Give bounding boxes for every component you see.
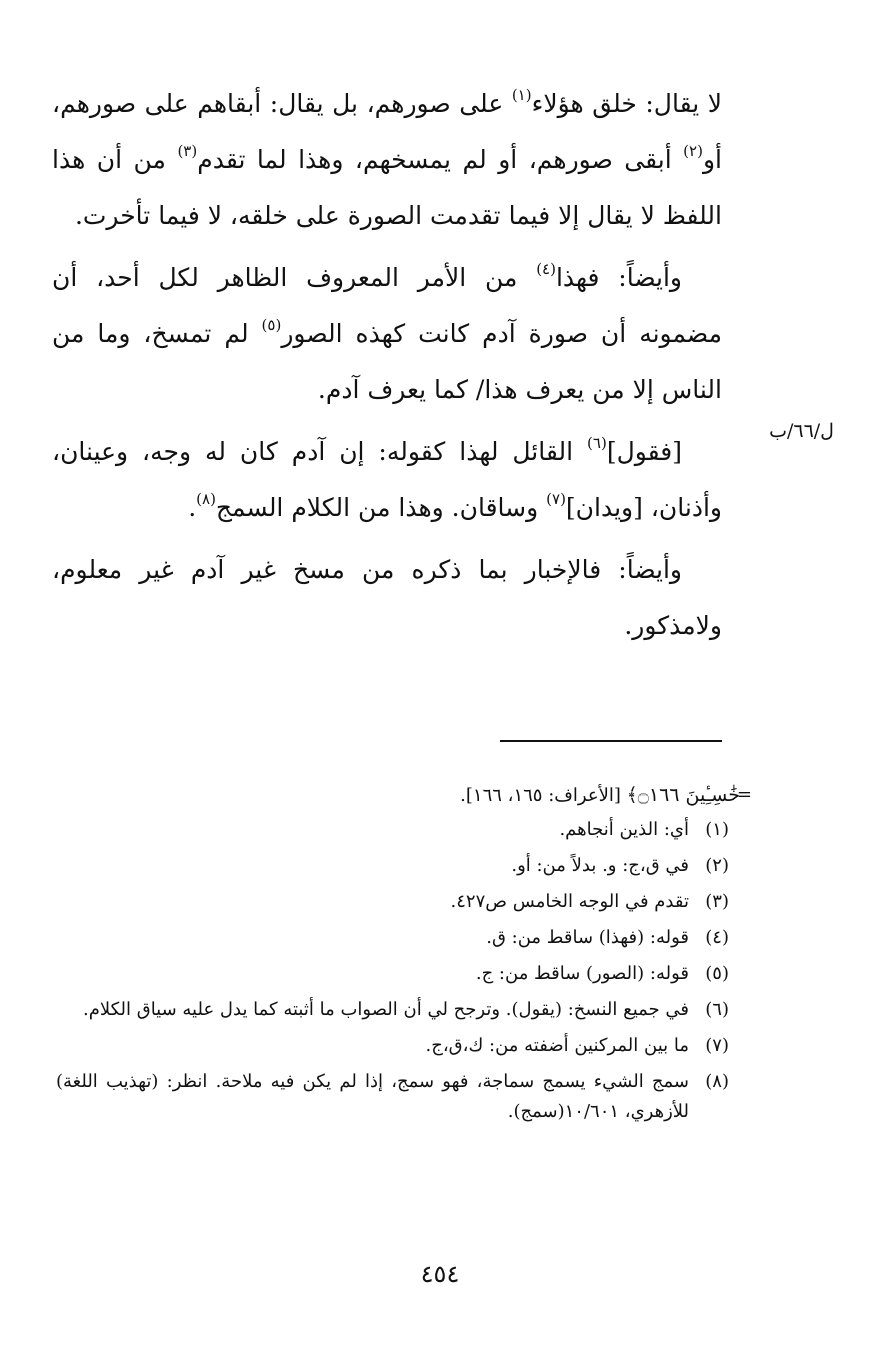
footnote-number: (٨) bbox=[705, 1071, 729, 1092]
footnote-number: (٧) bbox=[705, 1035, 729, 1056]
footnote-item bbox=[56, 923, 729, 953]
footnote-item bbox=[56, 1067, 729, 1127]
footnote-item bbox=[56, 995, 729, 1025]
footnote-item bbox=[56, 1031, 729, 1061]
footnote-continuation bbox=[300, 780, 752, 811]
footnote-text: في ق،ج: و. بدلاً من: أو. bbox=[511, 855, 689, 876]
footnote-item bbox=[56, 815, 729, 845]
footnote-ref-2[interactable]: (٢) bbox=[683, 141, 703, 160]
footnote-number: (٣) bbox=[705, 891, 729, 912]
footnote-text: أي: الذين أنجاهم. bbox=[559, 819, 689, 840]
footnote-item bbox=[56, 851, 729, 881]
paragraph-3: [فقول]$^{(٦)}$ القائل لهذا كقوله: إن آدم كان له وجه، وعينان، وأذنان، [ويدان]$^{(٧)}$ وساقان. وهذا من الكلام السمج$^{(٨)}$. bbox=[52, 433, 722, 522]
footnote-number: (١) bbox=[705, 819, 729, 840]
footnote-number: (٥) bbox=[705, 963, 729, 984]
footnote-text: تقدم في الوجه الخامس ص٤٢٧. bbox=[450, 891, 689, 912]
main-text bbox=[52, 76, 722, 660]
footnote-item bbox=[56, 887, 729, 917]
footnote-ref-8[interactable]: (٨) bbox=[196, 489, 216, 508]
footnotes-list bbox=[56, 815, 729, 1133]
page-number: ٤٥٤ bbox=[420, 1260, 460, 1288]
footnote-text: قوله: (الصور) ساقط من: ج. bbox=[475, 963, 689, 984]
paragraph-4: وأيضاً: فالإخبار بما ذكره من مسخ غير آدم غير معلوم، ولامذكور. bbox=[52, 555, 722, 640]
quran-verse-fragment: خَٰسِـِٔينَ ۝١٦٦﴾ bbox=[626, 784, 740, 806]
verse-reference: [الأعراف: ١٦٥، ١٦٦]. bbox=[460, 785, 627, 806]
manuscript-folio-marker: ل/٦٦/ب bbox=[769, 420, 834, 442]
footnote-text: ما بين المركنين أضفته من: ك،ق،ج. bbox=[425, 1035, 689, 1056]
footnote-text: سمج الشيء يسمج سماجة، فهو سمج، إذا لم يكن فيه ملاحة. انظر: (تهذيب اللغة) للأزهري، ١٠/٦٠١(سمج). bbox=[56, 1071, 689, 1122]
footnote-number: (٤) bbox=[705, 927, 729, 948]
footnote-item bbox=[56, 959, 729, 989]
footnote-ref-6[interactable]: (٦) bbox=[587, 433, 607, 452]
footnote-number: (٦) bbox=[705, 999, 729, 1020]
footnote-ref-5[interactable]: (٥) bbox=[261, 315, 282, 334]
footnote-number: (٢) bbox=[705, 855, 729, 876]
footnote-ref-1[interactable]: (١) bbox=[511, 85, 532, 104]
footnote-ref-4[interactable]: (٤) bbox=[536, 259, 556, 278]
paragraph-1: لا يقال: خلق هؤلاء$^{(١)}$ على صورهم، بل يقال: أبقاهم على صورهم، أو$^{(٢)}$ أبقى صورهم، أو لم يمسخهم، وهذا لما تقدم$^{(٣)}$ من أن هذا اللفظ لا يقال إلا فيما تقدمت الصورة على خلقه، لا فيما تأخرت. bbox=[52, 85, 722, 230]
footnote-separator bbox=[500, 740, 722, 742]
paragraph-2: وأيضاً: فهذا$^{(٤)}$ من الأمر المعروف الظاهر لكل أحد، أن مضمونه أن صورة آدم كانت كهذه الصور$^{(٥)}$ لم تمسخ، وما من الناس إلا من يعرف هذا/ كما يعرف آدم. bbox=[52, 259, 722, 404]
footnote-ref-3[interactable]: (٣) bbox=[177, 141, 198, 160]
footnote-text: قوله: (فهذا) ساقط من: ق. bbox=[486, 927, 689, 948]
footnote-text: في جميع النسخ: (يقول). وترجح لي أن الصواب ما أثبته كما يدل عليه سياق الكلام. bbox=[82, 999, 689, 1020]
continuation-mark: = bbox=[736, 784, 752, 805]
footnote-ref-7[interactable]: (٧) bbox=[546, 489, 566, 508]
